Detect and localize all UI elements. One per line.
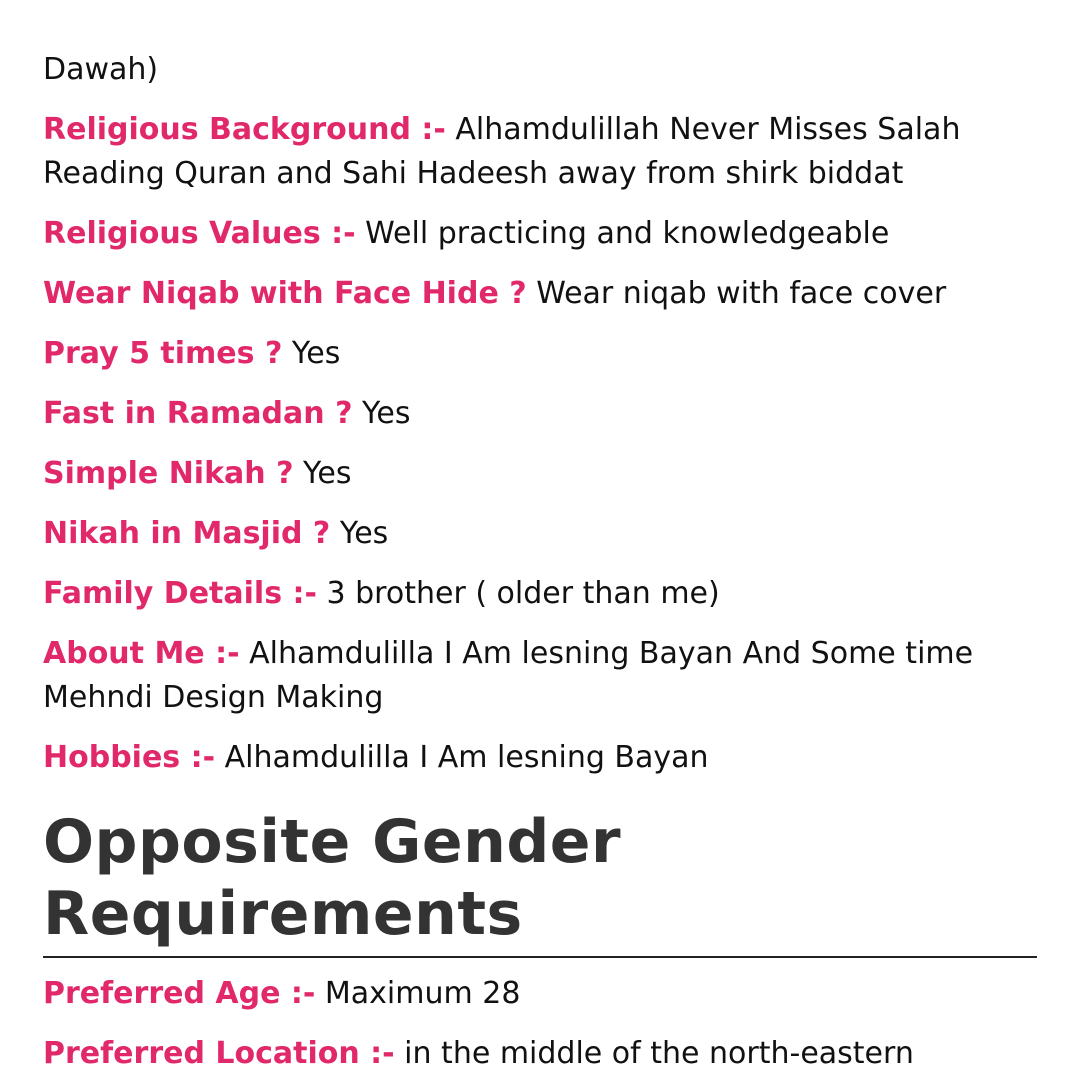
field-simple-nikah	[43, 452, 1037, 496]
field-value: Wear niqab with face cover	[536, 276, 947, 311]
field-family-details	[43, 572, 1037, 616]
field-value: Maximum 28	[324, 976, 521, 1011]
field-label: Preferred Age :-	[43, 976, 316, 1011]
field-pray-5-times	[43, 332, 1037, 376]
field-value: Yes	[339, 516, 389, 551]
field-label: Pray 5 times ?	[43, 336, 283, 371]
heading-divider	[43, 956, 1037, 958]
field-nikah-in-masjid	[43, 512, 1037, 556]
requirements-fields	[43, 972, 1037, 1076]
field-label: Hobbies :-	[43, 740, 216, 775]
field-hobbies	[43, 736, 1037, 780]
field-value: Alhamdulilla I Am lesning Bayan And Some time Mehndi Design Making	[43, 636, 974, 715]
field-wear-niqab	[43, 272, 1037, 316]
field-label: Fast in Ramadan ?	[43, 396, 353, 431]
field-value: 3 brother ( older than me)	[326, 576, 720, 611]
field-label: Religious Values :-	[43, 216, 356, 251]
field-label: Religious Background :-	[43, 112, 446, 147]
field-value: Alhamdulillah Never Misses Salah Reading Quran and Sahi Hadeesh away from shirk biddat	[43, 112, 961, 191]
field-value: Alhamdulilla I Am lesning Bayan	[224, 740, 709, 775]
profile-document	[43, 48, 1037, 1076]
field-label: Simple Nikah ?	[43, 456, 294, 491]
field-label: Preferred Location :-	[43, 1036, 395, 1071]
field-preferred-location	[43, 1032, 1037, 1076]
continued-text: Dawah)	[43, 52, 159, 87]
field-value: Yes	[362, 396, 411, 431]
field-label: Wear Niqab with Face Hide ?	[43, 276, 527, 311]
field-label: Nikah in Masjid ?	[43, 516, 331, 551]
field-label: Family Details :-	[43, 576, 317, 611]
section-heading: Opposite Gender Requirements	[43, 807, 622, 949]
profile-fields	[43, 108, 1037, 780]
field-religious-background	[43, 108, 1037, 196]
field-label: About Me :-	[43, 636, 240, 671]
field-value: Yes	[303, 456, 352, 491]
field-fast-in-ramadan	[43, 392, 1037, 436]
field-value: Yes	[291, 336, 341, 371]
field-religious-values	[43, 212, 1037, 256]
field-preferred-age	[43, 972, 1037, 1016]
field-about-me	[43, 632, 1037, 720]
field-value: Well practicing and knowledgeable	[365, 216, 890, 251]
field-value: in the middle of the north-eastern	[404, 1036, 914, 1071]
